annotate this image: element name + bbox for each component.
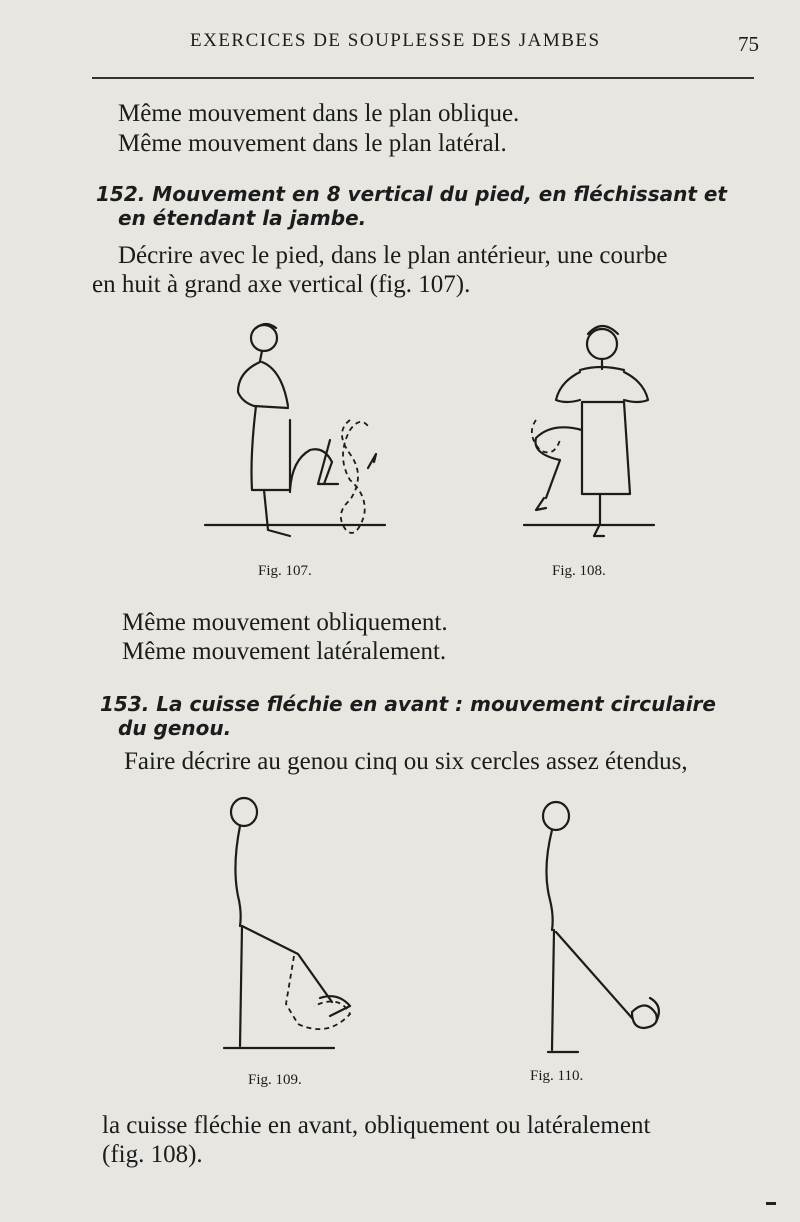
section-152-heading-1: 152. Mouvement en 8 vertical du pied, en fléchissant et — [96, 182, 727, 206]
figure-110-illustration — [520, 790, 670, 1060]
section-152-para-2: en huit à grand axe vertical (fig. 107). — [92, 271, 471, 298]
figure-107-illustration — [200, 320, 400, 550]
intro-line-2: Même mouvement dans le plan latéral. — [118, 130, 507, 157]
fig-110-caption: Fig. 110. — [530, 1068, 584, 1084]
section-152-para-1: Décrire avec le pied, dans le plan antérieur, une courbe — [118, 242, 668, 269]
intro-line-1: Même mouvement dans le plan oblique. — [118, 100, 520, 127]
section-153-para-3: (fig. 108). — [102, 1141, 203, 1168]
section-153-para-2: la cuisse fléchie en avant, obliquement ou latéralement — [102, 1112, 651, 1139]
section-152-after-2: Même mouvement latéralement. — [122, 638, 447, 665]
running-title: EXERCICES DE SOUPLESSE DES JAMBES — [190, 30, 601, 51]
section-152-after-1: Même mouvement obliquement. — [122, 609, 448, 636]
section-152-heading-2: en étendant la jambe. — [118, 206, 367, 230]
header-rule — [92, 77, 754, 79]
fig-107-caption: Fig. 107. — [258, 563, 312, 579]
figure-109-illustration — [210, 790, 380, 1060]
section-153-heading-2: du genou. — [118, 716, 232, 740]
page-number: 75 — [738, 32, 759, 56]
section-153-para-1: Faire décrire au genou cinq ou six cercles assez étendus, — [124, 748, 688, 775]
print-mark — [766, 1202, 776, 1205]
section-153-heading-1: 153. La cuisse fléchie en avant : mouvement circulaire — [100, 692, 716, 716]
fig-108-caption: Fig. 108. — [552, 563, 606, 579]
fig-109-caption: Fig. 109. — [248, 1072, 302, 1088]
figure-108-illustration — [520, 320, 670, 550]
